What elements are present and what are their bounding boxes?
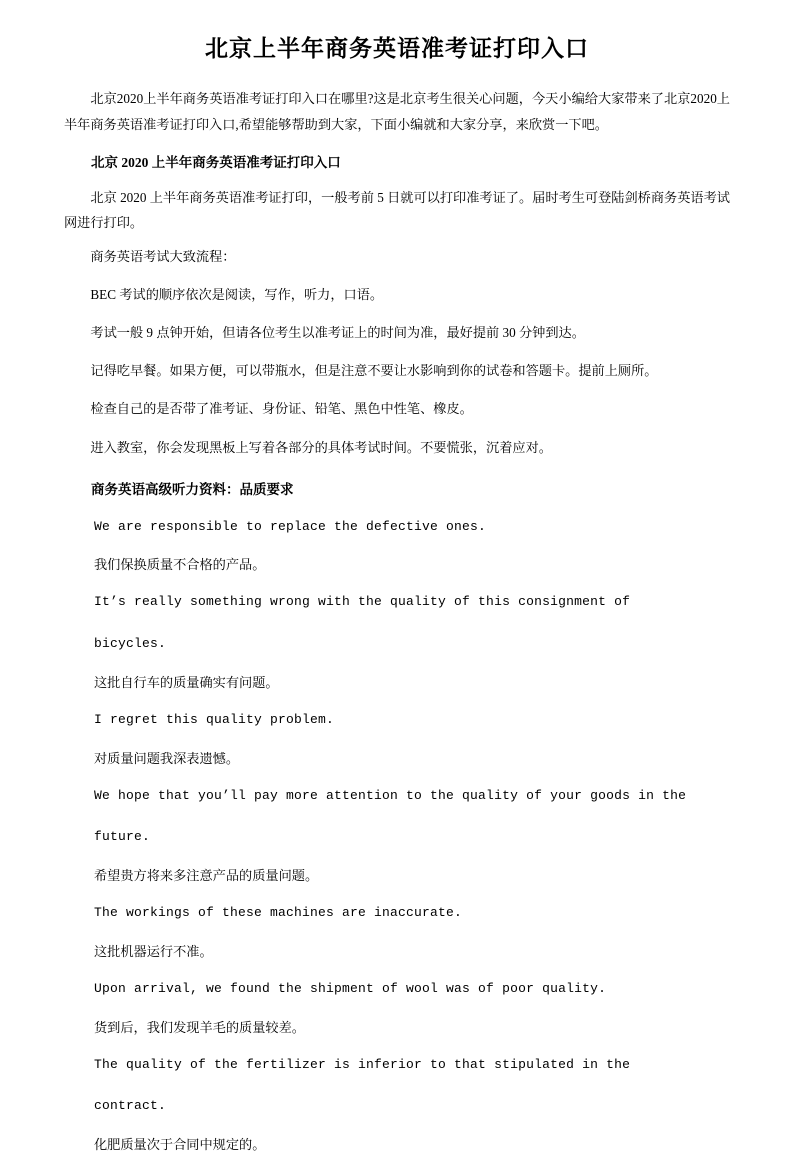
exam-process-line-3: 记得吃早餐。如果方便，可以带瓶水，但是注意不要让水影响到你的试卷和答题卡。提前上厕所。 [90, 363, 658, 379]
dialogue-cn-0: 我们保换质量不合格的产品。 [94, 557, 266, 573]
page-title: 北京上半年商务英语准考证打印入口 [205, 36, 589, 61]
dialogue-cn-6: 化肥质量次于合同中规定的。 [94, 1136, 266, 1152]
dialogue-cn-3: 希望贵方将来多注意产品的质量问题。 [94, 867, 319, 883]
intro-paragraph: 北京2020上半年商务英语准考证打印入口在哪里?这是北京考生很关心问题，今天小编给大家带来了北京2020上半年商务英语准考证打印入口,希望能够帮助到大家，下面小编就和大家分享，来欣赏一下吧。 [64, 90, 730, 132]
dialogue-en-5: Upon arrival, we found the shipment of wool was of poor quality. [94, 980, 607, 996]
section-heading-listening-material: 商务英语高级听力资料：品质要求 [91, 481, 294, 497]
exam-process-line-5: 进入教室，你会发现黑板上写着各部分的具体考试时间。不要慌张，沉着应对。 [90, 439, 552, 455]
exam-process-line-0: 商务英语考试大致流程： [90, 249, 236, 265]
dialogue-cn-5: 货到后，我们发现羊毛的质量较差。 [94, 1019, 305, 1035]
exam-process-line-1: BEC 考试的顺序依次是阅读，写作，听力，口语。 [90, 287, 384, 303]
dialogue-cn-2: 对质量问题我深表遗憾。 [94, 750, 240, 766]
dialogue-list [64, 515, 730, 1157]
exam-process-line-4: 检查自己的是否带了准考证、身份证、铅笔、黑色中性笔、橡皮。 [90, 401, 473, 417]
dialogue-en-2: I regret this quality problem. [94, 711, 335, 727]
dialogue-en-0: We are responsible to replace the defective ones. [94, 518, 487, 534]
dialogue-en-1: It’s really something wrong with the quality of this consignment of bicycles. [94, 594, 631, 652]
dialogue-en-6: The quality of the fertilizer is inferior to that stipulated in the contract. [94, 1056, 631, 1114]
dialogue-en-4: The workings of these machines are inaccurate. [94, 905, 463, 921]
dialogue-cn-4: 这批机器运行不准。 [94, 943, 213, 959]
dialogue-cn-1: 这批自行车的质量确实有问题。 [94, 674, 279, 690]
dialogue-en-3: We hope that you’ll pay more attention to the quality of your goods in the future. [94, 787, 687, 845]
section-paragraph-printing-entry: 北京 2020 上半年商务英语准考证打印，一般考前 5 日就可以打印准考证了。届时考生可登陆剑桥商务英语考试网进行打印。 [64, 190, 730, 230]
section-heading-printing-entry: 北京 2020 上半年商务英语准考证打印入口 [91, 155, 341, 171]
exam-process-line-2: 考试一般 9 点钟开始，但请各位考生以准考证上的时间为准，最好提前 30 分钟到达。 [90, 325, 585, 341]
